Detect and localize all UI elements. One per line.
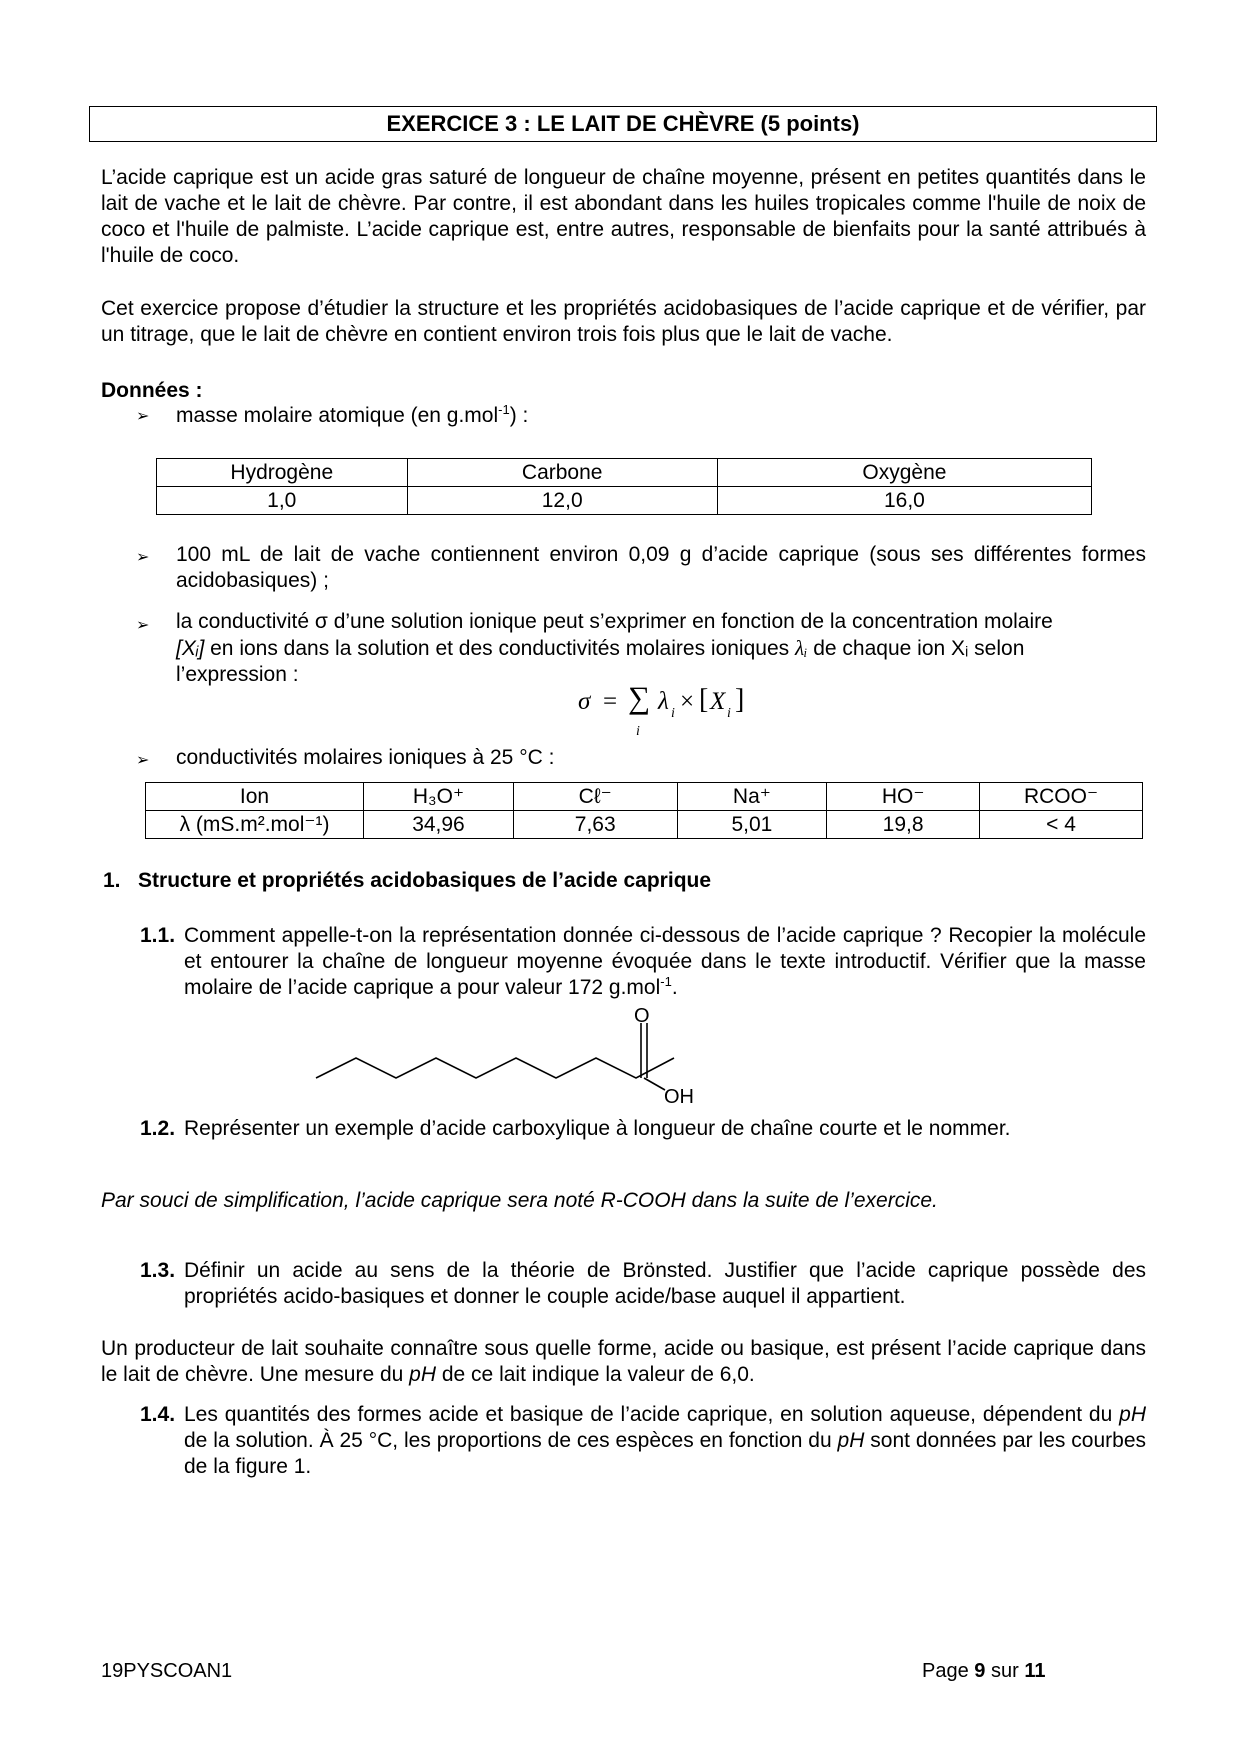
table-cell: 34,96 [364, 811, 514, 839]
question-1-1-text [184, 923, 1146, 1001]
footer-page-number [922, 1658, 1045, 1684]
conductivity-formula [578, 680, 748, 739]
hydroxyl-label: OH [664, 1086, 694, 1108]
table-cell: 12,0 [407, 487, 717, 515]
capric-acid-skeletal-formula [300, 1005, 720, 1110]
formula-bracket-open: [ [699, 684, 709, 715]
bullet-conductivity [176, 609, 1146, 688]
table-cell: Hydrogène [157, 459, 408, 487]
footer-exam-code: 19PYSCOAN1 [101, 1660, 233, 1682]
question-1-4-b: de la solution. À 25 °C, les proportions de ces espèces en fonction du [184, 1429, 838, 1452]
formula-lambda-index: i [671, 706, 675, 721]
table-cell: < 4 [979, 811, 1142, 839]
formula-x-index: i [727, 706, 731, 721]
question-1-3-number: 1.3. [140, 1259, 176, 1282]
exercise-title: EXERCICE 3 : LE LAIT DE CHÈVRE (5 points) [89, 106, 1157, 142]
table-cell: 16,0 [717, 487, 1091, 515]
question-1-3-text: Définir un acide au sens de la théorie de Brönsted. Justifier que l’acide caprique possède des propriétés acido-basiques et donner le couple acide/base auquel il appartient. [184, 1259, 1146, 1308]
conductivity-line-3: l’expression : [176, 663, 299, 686]
question-1-1-end: . [671, 976, 678, 999]
table-cell: Ion [146, 783, 364, 811]
question-1-4-number: 1.4. [140, 1403, 176, 1426]
table-cell: 7,63 [513, 811, 677, 839]
formula-sigma: σ [578, 688, 591, 715]
table-cell: λ (mS.m².mol⁻¹) [146, 811, 364, 839]
donnees-heading: Données : [101, 379, 203, 402]
simplification-note: Par souci de simplification, l’acide caprique sera noté R-COOH dans la suite de l’exercice. [101, 1189, 938, 1212]
bullet-arrow-icon: ➢ [136, 408, 150, 425]
question-1-4-text [184, 1402, 1146, 1480]
footer-page-word: Page [922, 1660, 969, 1682]
table-row [157, 459, 1092, 487]
table-row [146, 811, 1143, 839]
bullet-ionic-conductivities: conductivités molaires ioniques à 25 °C : [176, 746, 555, 769]
question-1-4-c: sont données par les courbes de la figure 1. [184, 1429, 1146, 1478]
table-cell: HO⁻ [827, 783, 980, 811]
formula-lambda: λ [658, 688, 669, 715]
intro-paragraph-1: L’acide caprique est un acide gras saturé de longueur de chaîne moyenne, présent en petites quantités dans le lait de vache et le lait de chèvre. Par contre, il est abondant dans les huiles tropicales comme l'huile de noix de coco et l'huile de palmiste. L’acide caprique est, entre autres, responsable de bienfaits pour la santé attribués à l'huile de coco. [101, 166, 1146, 267]
formula-bracket-close: ] [735, 684, 745, 715]
table-cell: Oxygène [717, 459, 1091, 487]
bullet-molar-mass-suffix: ) : [509, 404, 529, 427]
producer-paragraph [101, 1336, 1146, 1388]
producer-text-b: de ce lait indique la valeur de 6,0. [436, 1363, 755, 1386]
conductivity-xi: [Xᵢ] [176, 637, 205, 660]
footer-page-current: 9 [974, 1660, 986, 1682]
table-cell: Cℓ⁻ [513, 783, 677, 811]
question-1-4-ph-1: pH [1119, 1403, 1146, 1426]
carbon-chain [316, 1058, 674, 1078]
bullet-molar-mass [176, 403, 1146, 429]
bullet-milk-content: 100 mL de lait de vache contiennent environ 0,09 g d’acide caprique (sous ses différentes formes acidobasiques) ; [176, 543, 1146, 592]
table-cell: 1,0 [157, 487, 408, 515]
table-cell: H₃O⁺ [364, 783, 514, 811]
question-1-1-body: Comment appelle-t-on la représentation donnée ci-dessous de l’acide caprique ? Recopier la molécule et entourer la chaîne de longueur moyenne évoquée dans le texte introductif. Vérifier que la masse molaire de l’acide caprique a pour valeur 172 g.mol [184, 924, 1146, 999]
question-1-1-exp: -1 [660, 974, 672, 989]
conductivity-line-1: la conductivité σ d’une solution ionique peut s’exprimer en fonction de la concentration molaire [176, 610, 1053, 633]
table-cell: 19,8 [827, 811, 980, 839]
bullet-arrow-icon: ➢ [136, 752, 150, 769]
section-1-heading: 1. Structure et propriétés acidobasiques de l’acide caprique [103, 869, 712, 892]
conductivity-text-end: de chaque ion Xᵢ selon [807, 637, 1025, 660]
formula-equals: = [603, 688, 618, 715]
conductivity-lambda: λᵢ [794, 636, 808, 660]
molar-mass-table [156, 458, 1092, 515]
table-cell: Carbone [407, 459, 717, 487]
conductivity-text: en ions dans la solution et des conductivités molaires ioniques [204, 637, 795, 660]
question-1-4-ph-2: pH [837, 1429, 865, 1452]
conductivity-line-2 [176, 635, 1146, 662]
intro-paragraph-2: Cet exercice propose d’étudier la structure et les propriétés acidobasiques de l’acide caprique et de vérifier, par un titrage, que le lait de chèvre en contient environ trois fois plus que le lait de vache. [101, 297, 1146, 346]
producer-ph: pH [409, 1363, 437, 1386]
bullet-arrow-icon: ➢ [136, 617, 150, 634]
ionic-conductivity-table [145, 782, 1143, 839]
footer-of-word: sur [990, 1660, 1019, 1682]
oxygen-label: O [634, 1005, 650, 1027]
table-row [157, 487, 1092, 515]
bullet-arrow-icon: ➢ [136, 549, 150, 566]
hydroxyl-bond [644, 1078, 665, 1090]
question-1-2-number: 1.2. [140, 1117, 176, 1140]
bullet-molar-mass-prefix: masse molaire atomique (en g.mol [176, 404, 499, 427]
question-1-1-number: 1.1. [140, 924, 176, 947]
formula-times: × [680, 688, 695, 715]
question-1-4-a: Les quantités des formes acide et basique de l’acide caprique, en solution aqueuse, dépendent du [184, 1403, 1120, 1426]
table-cell: 5,01 [677, 811, 827, 839]
formula-x: X [710, 688, 726, 715]
table-row [146, 783, 1143, 811]
table-cell: Na⁺ [677, 783, 827, 811]
table-cell: RCOO⁻ [979, 783, 1142, 811]
formula-sum-index: i [636, 724, 640, 739]
question-1-2-text: Représenter un exemple d’acide carboxylique à longueur de chaîne courte et le nommer. [184, 1117, 1011, 1140]
formula-sum: ∑ [628, 680, 651, 715]
bullet-molar-mass-exp: -1 [498, 402, 510, 417]
footer-page-total: 11 [1024, 1660, 1046, 1682]
producer-text-a: Un producteur de lait souhaite connaître sous quelle forme, acide ou basique, est présent l’acide caprique dans le lait de chèvre. Une mesure du [101, 1337, 1146, 1386]
